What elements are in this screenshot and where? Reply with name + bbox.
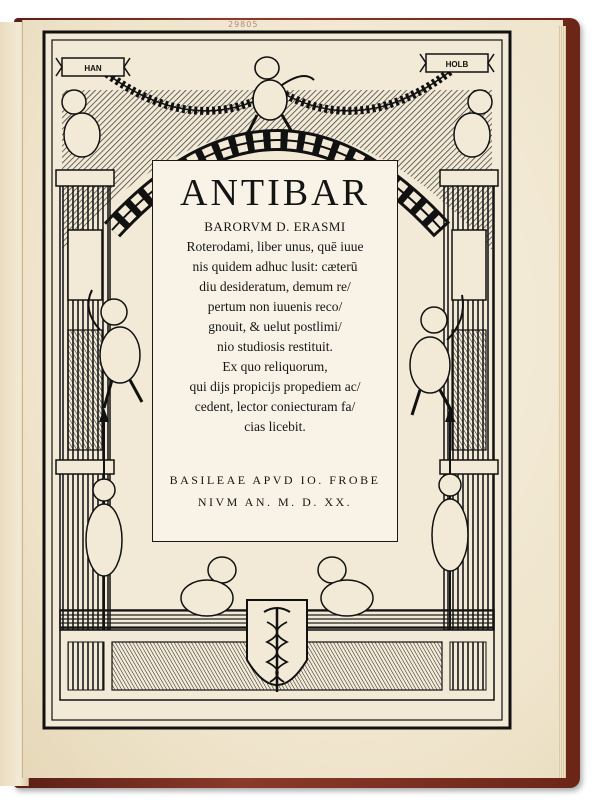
title-text bbox=[163, 217, 387, 437]
title-line: cedent, lector coniecturam fa/ bbox=[194, 399, 356, 414]
banner-left bbox=[56, 58, 130, 76]
imprint-line: BASILEAE APVD IO. FROBE bbox=[169, 473, 381, 487]
title-line: nis quidem adhuc lusit: cæterū bbox=[192, 259, 358, 274]
page-edges bbox=[558, 26, 566, 778]
title-line: pertum non iuuenis reco/ bbox=[207, 299, 343, 314]
title-line: Ex quo reliquorum, bbox=[222, 359, 328, 374]
banner-right bbox=[420, 54, 494, 72]
title-line: qui dijs propicijs propediem ac/ bbox=[189, 379, 361, 394]
title-block bbox=[152, 160, 398, 542]
title-line: diu desideratum, demum re/ bbox=[199, 279, 351, 294]
imprint-line: NIVM AN. M. D. XX. bbox=[197, 495, 353, 509]
banner-right-text: HOLB bbox=[445, 60, 469, 69]
imprint bbox=[153, 469, 397, 513]
title-line: nio studiosis restituit. bbox=[217, 339, 333, 354]
title-heading: ANTIBAR bbox=[180, 172, 370, 214]
title-line: Roterodami, liber unus, quē iuue bbox=[186, 239, 364, 254]
title-line: BARORVM D. ERASMI bbox=[204, 219, 346, 234]
banner-left-text: HAN bbox=[84, 64, 102, 73]
title-line: gnouit, & uelut postlimi/ bbox=[208, 319, 342, 334]
shelfmark: 29805 bbox=[228, 20, 259, 29]
title-line: cias licebit. bbox=[244, 419, 306, 434]
